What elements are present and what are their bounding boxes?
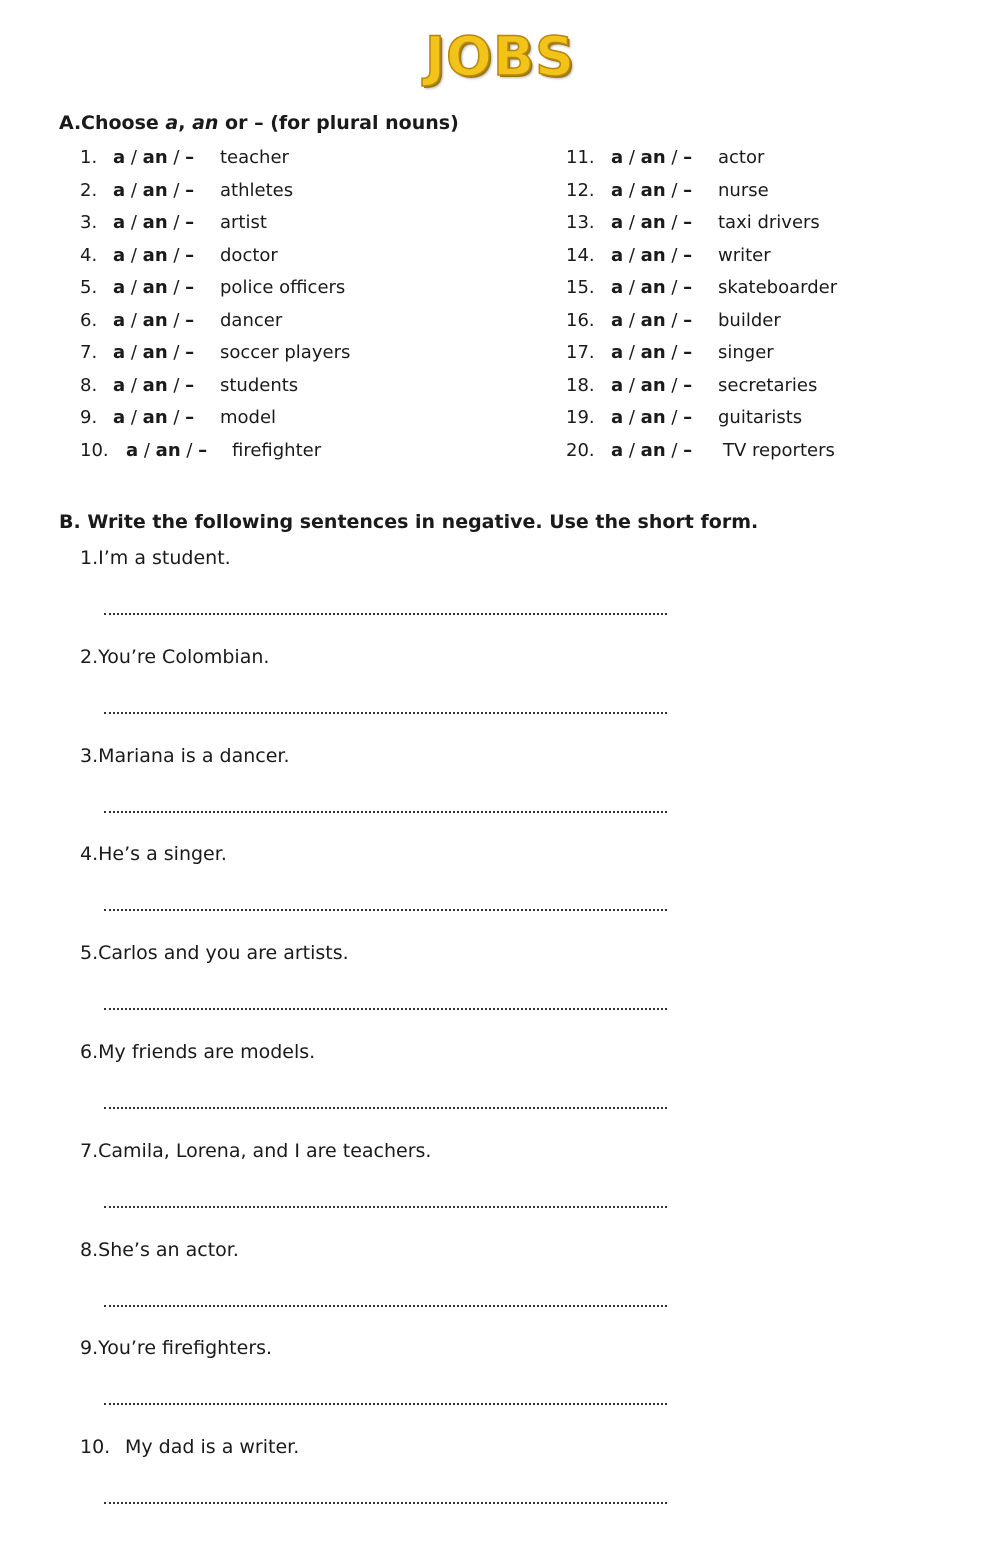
sentence-number: 3. [80, 744, 99, 767]
article-options [611, 275, 692, 301]
option-separator: / [623, 179, 641, 201]
option-separator: / [665, 147, 684, 168]
option-dash[interactable]: – [683, 179, 693, 201]
option-dash[interactable]: – [683, 147, 693, 168]
option-separator: / [125, 179, 143, 201]
option-dash[interactable]: – [185, 342, 195, 363]
sentence-content: Carlos and you are artists. [98, 942, 349, 965]
item-number: 8. [80, 374, 98, 396]
sentence-content: I’m a student. [98, 547, 231, 569]
sentence-number: 2. [80, 645, 99, 668]
exercise-item [566, 340, 966, 373]
article-options [113, 243, 194, 269]
item-number: 19. [566, 407, 595, 428]
option-a[interactable]: a [126, 439, 139, 461]
article-options [611, 405, 692, 431]
option-an[interactable]: an [640, 277, 666, 298]
option-an[interactable]: an [640, 439, 666, 461]
job-word: actor [718, 147, 765, 168]
item-number: 17. [566, 342, 595, 363]
sentence-text [80, 644, 269, 670]
article-options [611, 243, 692, 269]
option-an[interactable]: an [640, 179, 666, 201]
section-b-heading: B. Write the following sentences in negative. Use the short form. [59, 511, 759, 533]
article-options [113, 275, 194, 301]
exercise-item [566, 373, 966, 406]
option-dash[interactable]: – [683, 407, 693, 428]
job-word: doctor [220, 244, 278, 266]
section-a-right-column [566, 145, 966, 470]
sentence-item [80, 841, 700, 940]
section-a-label: A. [59, 112, 82, 134]
sentence-number: 10. [80, 1436, 111, 1459]
option-a[interactable]: a [113, 147, 126, 168]
sentence-content: Mariana is a dancer. [98, 744, 290, 767]
sentence-item [80, 743, 700, 842]
answer-line[interactable] [104, 595, 667, 615]
option-a[interactable]: a [113, 342, 126, 363]
option-separator: / [167, 407, 186, 428]
option-separator: / [665, 244, 684, 266]
option-separator: / [125, 407, 143, 428]
option-a[interactable]: a [611, 244, 624, 266]
answer-line[interactable] [104, 990, 667, 1010]
option-an[interactable]: an [142, 407, 168, 428]
option-separator: / [665, 407, 684, 428]
job-word: TV reporters [723, 439, 835, 461]
answer-line[interactable] [104, 1385, 667, 1405]
job-word: writer [718, 244, 771, 266]
answer-line[interactable] [104, 694, 667, 714]
sentence-content: She’s an actor. [98, 1238, 239, 1261]
sentence-text [80, 940, 349, 966]
item-number: 1. [80, 147, 98, 168]
option-dash[interactable]: – [185, 244, 195, 266]
option-separator: / [125, 374, 143, 396]
article-options [611, 438, 692, 464]
option-dash[interactable]: – [683, 342, 693, 363]
section-a-left-column [80, 145, 520, 470]
sentence-text [80, 1434, 299, 1460]
option-separator: / [167, 342, 186, 363]
sentence-content: My friends are models. [98, 1040, 316, 1063]
exercise-item [566, 178, 966, 211]
item-number: 12. [566, 179, 595, 201]
article-options [611, 210, 692, 236]
option-separator: / [665, 179, 684, 201]
option-separator: / [665, 439, 684, 461]
article-options [611, 178, 692, 204]
sentence-item [80, 940, 700, 1039]
article-options [611, 308, 692, 334]
answer-line[interactable] [104, 1287, 667, 1307]
item-number: 5. [80, 277, 98, 298]
exercise-item [566, 405, 966, 438]
option-separator: / [125, 244, 143, 266]
option-an[interactable]: an [640, 212, 666, 233]
sentence-text [80, 1138, 431, 1164]
sentence-content: Camila, Lorena, and I are teachers. [98, 1139, 432, 1162]
sentence-content: You’re firefighters. [98, 1337, 273, 1360]
job-word: taxi drivers [718, 212, 820, 233]
option-separator: / [623, 407, 641, 428]
option-dash[interactable]: – [185, 147, 195, 168]
item-number: 10. [80, 439, 109, 461]
article-options [611, 340, 692, 366]
option-separator: / [665, 277, 684, 298]
exercise-item [566, 243, 966, 276]
sentence-text [80, 841, 227, 867]
option-an[interactable]: an [155, 439, 181, 461]
item-number: 9. [80, 407, 98, 428]
answer-line[interactable] [104, 793, 667, 813]
option-dash[interactable]: – [683, 244, 693, 266]
answer-line[interactable] [104, 891, 667, 911]
option-dash[interactable]: – [185, 374, 195, 396]
section-a-comma: , [178, 112, 193, 134]
answer-line[interactable] [104, 1089, 667, 1109]
section-b-sentence-list [80, 545, 700, 1533]
exercise-item [80, 210, 520, 243]
item-number: 20. [566, 439, 595, 461]
sentence-number: 9. [80, 1337, 99, 1360]
article-options [126, 438, 207, 464]
option-separator: / [125, 212, 143, 233]
option-separator: / [665, 342, 684, 363]
option-separator: / [180, 439, 199, 461]
option-separator: / [623, 212, 641, 233]
sentence-item [80, 1335, 700, 1434]
item-number: 6. [80, 309, 98, 331]
sentence-number: 5. [80, 942, 99, 965]
job-word: artist [220, 212, 267, 233]
sentence-content: You’re Colombian. [98, 645, 270, 668]
sentence-text [80, 1039, 315, 1065]
option-a[interactable]: a [611, 147, 624, 168]
sentence-item [80, 1138, 700, 1237]
job-word: police officers [220, 277, 346, 298]
option-separator: / [125, 147, 143, 168]
option-a[interactable]: a [611, 212, 624, 233]
item-number: 11. [566, 147, 595, 168]
option-a[interactable]: a [113, 212, 126, 233]
article-options [611, 373, 692, 399]
answer-line[interactable] [104, 1484, 667, 1504]
item-number: 3. [80, 212, 98, 233]
article-options [113, 178, 194, 204]
option-an[interactable]: an [640, 374, 666, 396]
exercise-item [80, 340, 520, 373]
option-dash[interactable]: – [683, 212, 693, 233]
item-number: 18. [566, 374, 595, 396]
option-dash[interactable]: – [185, 212, 195, 233]
option-an[interactable]: an [142, 212, 168, 233]
sentence-content: He’s a singer. [98, 843, 227, 866]
job-word: skateboarder [718, 277, 838, 298]
article-options [113, 210, 194, 236]
sentence-number: 6. [80, 1040, 99, 1063]
article-options [611, 145, 692, 171]
option-dash[interactable]: – [683, 374, 693, 396]
option-dash[interactable]: – [185, 277, 195, 298]
exercise-item [80, 145, 520, 178]
option-separator: / [623, 374, 641, 396]
option-an[interactable]: an [142, 244, 168, 266]
sentence-text [80, 1335, 272, 1361]
sentence-text [80, 1237, 239, 1263]
sentence-item [80, 644, 700, 743]
exercise-item [566, 275, 966, 308]
exercise-item [566, 210, 966, 243]
option-an[interactable]: an [142, 374, 168, 396]
option-a[interactable]: a [611, 277, 624, 298]
job-word: guitarists [718, 407, 803, 428]
section-a-option-an: an [192, 112, 219, 134]
option-separator: / [167, 212, 186, 233]
job-word: model [220, 407, 277, 428]
option-separator: / [623, 439, 641, 461]
item-number: 7. [80, 342, 98, 363]
page-title: JOBS [424, 25, 576, 88]
article-options [113, 308, 194, 334]
section-a-option-a: a [165, 112, 179, 134]
option-separator: / [167, 244, 186, 266]
option-an[interactable]: an [640, 407, 666, 428]
job-word: nurse [718, 179, 769, 201]
option-separator: / [125, 309, 143, 331]
option-an[interactable]: an [640, 309, 666, 331]
exercise-item [80, 373, 520, 406]
article-options [113, 340, 194, 366]
item-number: 16. [566, 309, 595, 331]
job-word: athletes [220, 179, 294, 201]
sentence-item [80, 545, 700, 644]
article-options [113, 405, 194, 431]
option-a[interactable]: a [113, 244, 126, 266]
option-an[interactable]: an [142, 309, 168, 331]
option-an[interactable]: an [640, 244, 666, 266]
exercise-item [566, 308, 966, 341]
exercise-item [80, 243, 520, 276]
option-a[interactable]: a [611, 407, 624, 428]
section-a-heading-suffix: or – (for plural nouns) [218, 112, 459, 134]
item-number: 4. [80, 244, 98, 266]
option-an[interactable]: an [640, 342, 666, 363]
sentence-text [80, 545, 231, 571]
option-separator: / [125, 277, 143, 298]
job-word: firefighter [232, 439, 322, 461]
option-separator: / [623, 277, 641, 298]
option-separator: / [125, 342, 143, 363]
option-an[interactable]: an [142, 342, 168, 363]
sentence-content: My dad is a writer. [125, 1436, 300, 1459]
sentence-number: 4. [80, 843, 99, 866]
option-dash[interactable]: – [683, 439, 693, 461]
item-number: 2. [80, 179, 98, 201]
job-word: secretaries [718, 374, 818, 396]
option-a[interactable]: a [611, 342, 624, 363]
option-separator: / [167, 374, 186, 396]
job-word: students [220, 374, 299, 396]
option-dash[interactable]: – [185, 179, 195, 201]
option-separator: / [665, 374, 684, 396]
exercise-item [566, 438, 966, 471]
option-separator: / [167, 147, 186, 168]
item-number: 13. [566, 212, 595, 233]
exercise-item [80, 178, 520, 211]
option-separator: / [623, 244, 641, 266]
sentence-item [80, 1039, 700, 1138]
sentence-text [80, 743, 290, 769]
option-separator: / [167, 179, 186, 201]
article-options [113, 373, 194, 399]
job-word: dancer [220, 309, 283, 331]
option-separator: / [665, 309, 684, 331]
option-a[interactable]: a [611, 374, 624, 396]
option-a[interactable]: a [113, 407, 126, 428]
option-an[interactable]: an [142, 147, 168, 168]
job-word: teacher [220, 147, 289, 168]
option-an[interactable]: an [142, 277, 168, 298]
exercise-item [80, 275, 520, 308]
job-word: soccer players [220, 342, 351, 363]
item-number: 14. [566, 244, 595, 266]
option-separator: / [623, 342, 641, 363]
section-a-heading-prefix: Choose [81, 112, 166, 134]
option-a[interactable]: a [611, 439, 624, 461]
option-a[interactable]: a [113, 277, 126, 298]
option-an[interactable]: an [640, 147, 666, 168]
sentence-number: 7. [80, 1139, 99, 1162]
option-dash[interactable]: – [683, 277, 693, 298]
sentence-item [80, 1434, 700, 1533]
option-separator: / [665, 212, 684, 233]
item-number: 15. [566, 277, 595, 298]
job-word: singer [718, 342, 774, 363]
answer-line[interactable] [104, 1188, 667, 1208]
option-dash[interactable]: – [185, 309, 195, 331]
option-a[interactable]: a [113, 179, 126, 201]
job-word: builder [718, 309, 781, 331]
option-separator: / [623, 147, 641, 168]
option-an[interactable]: an [142, 179, 168, 201]
option-a[interactable]: a [113, 309, 126, 331]
sentence-item [80, 1237, 700, 1336]
option-separator: / [623, 309, 641, 331]
exercise-item [80, 405, 520, 438]
option-separator: / [167, 277, 186, 298]
option-a[interactable]: a [611, 309, 624, 331]
article-options [113, 145, 194, 171]
option-a[interactable]: a [611, 179, 624, 201]
exercise-item [566, 145, 966, 178]
exercise-item [80, 308, 520, 341]
option-separator: / [167, 309, 186, 331]
option-a[interactable]: a [113, 374, 126, 396]
option-dash[interactable]: – [198, 439, 208, 461]
option-dash[interactable]: – [683, 309, 693, 331]
sentence-number: 1. [80, 547, 99, 569]
section-a-heading [59, 110, 459, 136]
sentence-number: 8. [80, 1238, 99, 1261]
option-dash[interactable]: – [185, 407, 195, 428]
exercise-item [80, 438, 520, 471]
option-separator: / [138, 439, 156, 461]
